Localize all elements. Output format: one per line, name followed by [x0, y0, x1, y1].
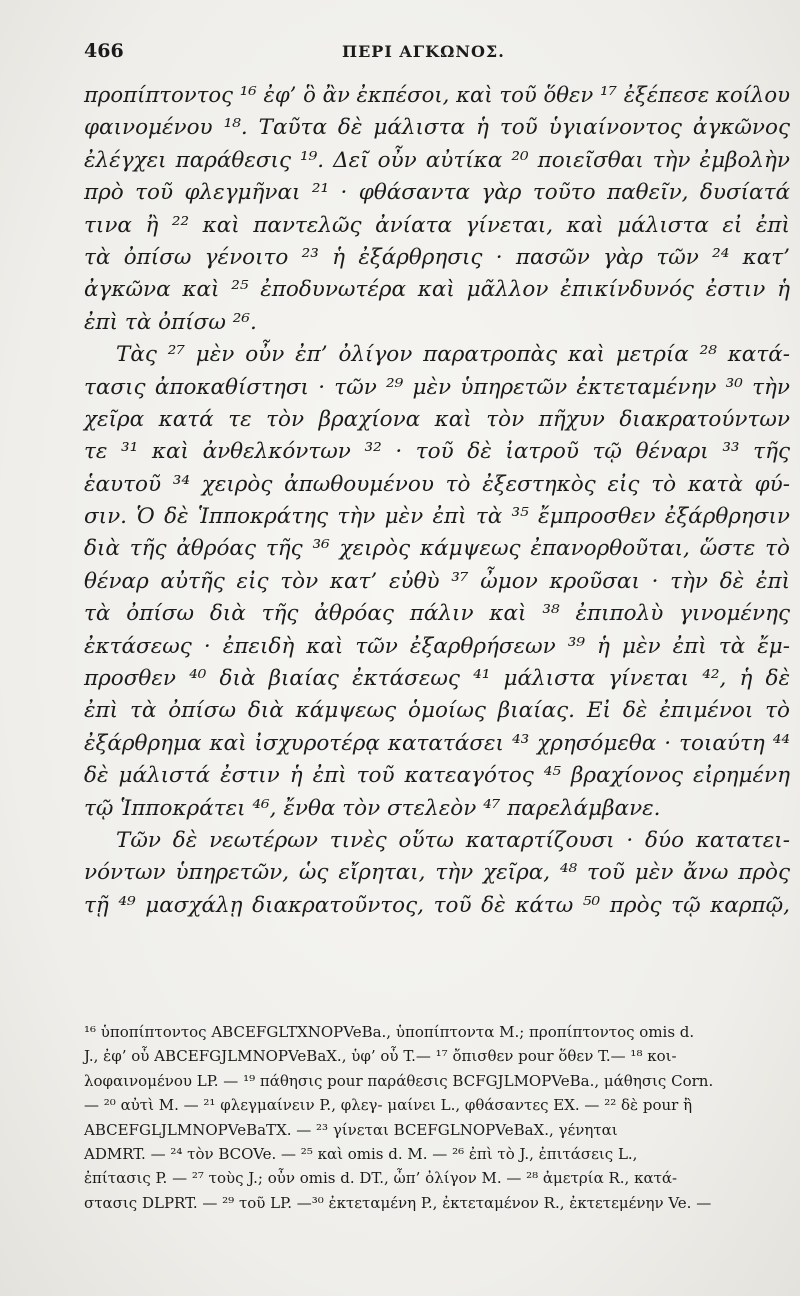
text-line — [84, 728, 794, 760]
footnotes — [84, 1020, 796, 1215]
text-line-content: θέναρ αὐτῆς εἰς τὸν κατ’ εὐθὺ ³⁷ ὦμον κροῦσαι · τὴν δὲ ἐπὶ — [84, 568, 790, 594]
text-line — [84, 857, 794, 889]
text-line — [84, 80, 794, 112]
text-line — [84, 501, 794, 533]
text-line — [84, 760, 794, 792]
text-line — [84, 825, 794, 857]
text-line-content: προσθεν ⁴⁰ διὰ βιαίας ἐκτάσεως ⁴¹ μάλιστα γίνεται ⁴², ἡ δὲ — [84, 666, 790, 692]
running-title: ΠΕΡΙ ΑΓΚΩΝΟΣ. — [342, 42, 505, 61]
footnote-line: — ²⁰ αὐτὶ M. — ²¹ φλεγμαίνειν P., φλεγ- μαίνει L., φθάσαντες EX. — ²² δὲ pour ἢ — [84, 1096, 693, 1115]
text-line-content: Τὰς ²⁷ μὲν οὖν ἐπ’ ὀλίγον παρατροπὰς καὶ μετρία ²⁸ κατά- — [116, 342, 790, 368]
text-line — [84, 307, 794, 339]
text-line-content: ἑαυτοῦ ³⁴ χειρὸς ἀπωθουμένου τὸ ἐξεστηκὸς εἰς τὸ κατὰ φύ- — [84, 471, 790, 497]
text-line — [84, 145, 794, 177]
text-line-content: τῇ ⁴⁹ μασχάλῃ διακρατοῦντος, τοῦ δὲ κάτω ⁵⁰ πρὸς τῷ καρπῷ, — [84, 892, 790, 918]
footnote-line: ADMRT. — ²⁴ τὸν BCOVe. — ²⁵ καὶ omis d. M. — ²⁶ ἐπὶ τὸ J., ἐπιτάσεις L., — [84, 1144, 638, 1163]
text-line-content: τὰ ὀπίσω γένοιτο ²³ ἡ ἐξάρθρησις · πασῶν γὰρ τῶν ²⁴ κατ’ — [84, 244, 790, 270]
page-number: 466 — [84, 40, 124, 62]
text-line — [84, 663, 794, 695]
text-line — [84, 339, 794, 371]
text-line-content: φαινομένου ¹⁸. Ταῦτα δὲ μάλιστα ἡ τοῦ ὑγιαίνοντος ἀγκῶνος — [84, 115, 790, 141]
text-line — [84, 404, 794, 436]
text-line — [84, 274, 794, 306]
text-line — [84, 112, 794, 144]
text-line-content: ἀγκῶνα καὶ ²⁵ ἐποδυνωτέρα καὶ μᾶλλον ἐπικίνδυνός ἐστιν ἡ — [84, 277, 790, 303]
text-line-content: χεῖρα κατά τε τὸν βραχίονα καὶ τὸν πῆχυν διακρατούντων — [84, 406, 790, 432]
text-line-content: νόντων ὑπηρετῶν, ὡς εἴρηται, τὴν χεῖρα, ⁴⁸ τοῦ μὲν ἄνω πρὸς — [84, 860, 790, 886]
text-line-content: ἐλέγχει παράθεσις ¹⁹. Δεῖ οὖν αὐτίκα ²⁰ ποιεῖσθαι τὴν ἐμβολὴν — [84, 147, 790, 173]
text-line-content: τε ³¹ καὶ ἀνθελκόντων ³² · τοῦ δὲ ἰατροῦ τῷ θέναρι ³³ τῆς — [84, 439, 790, 465]
text-line-content: ἐκτάσεως · ἐπειδὴ καὶ τῶν ἐξαρθρήσεων ³⁹ ἡ μὲν ἐπὶ τὰ ἔμ- — [84, 633, 790, 659]
text-line — [84, 631, 794, 663]
text-line — [84, 695, 794, 727]
text-line-content: τινα ἢ ²² καὶ παντελῶς ἀνίατα γίνεται, καὶ μάλιστα εἰ ἐπὶ — [84, 212, 790, 238]
footnote-line: J., ἐφ’ οὗ ABCEFGJLMNOPVeBaX., ὑφ’ οὗ T.— ¹⁷ ὄπισθεν pour ὅθεν T.— ¹⁸ κοι- — [84, 1047, 677, 1066]
text-line-content: Τῶν δὲ νεωτέρων τινὲς οὕτω καταρτίζουσι · δύο κατατει- — [116, 827, 790, 853]
text-line-content: ἐπὶ τὰ ὀπίσω διὰ κάμψεως ὁμοίως βιαίας. Εἰ δὲ ἐπιμένοι τὸ — [84, 698, 790, 724]
text-line — [84, 210, 794, 242]
text-line-content: σιν. Ὁ δὲ Ἱπποκράτης τὴν μὲν ἐπὶ τὰ ³⁵ ἔμπροσθεν ἐξάρθρησιν — [84, 504, 790, 530]
text-line — [84, 793, 794, 825]
text-line-content: πρὸ τοῦ φλεγμῆναι ²¹ · φθάσαντα γὰρ τοῦτο παθεῖν, δυσίατά — [84, 180, 790, 206]
text-line — [84, 566, 794, 598]
text-line — [84, 598, 794, 630]
footnote-line: ¹⁶ ὑποπίπτοντος ABCEFGLTXNOPVeBa., ὑποπίπτοντα M.; προπίπτοντος omis d. — [84, 1023, 695, 1041]
footnote-line: στασις DLPRT. — ²⁹ τοῦ LP. —³⁰ ἐκτεταμένη P., ἐκτεταμένον R., ἐκτετεμένην Ve. — — [84, 1193, 712, 1212]
text-line — [84, 533, 794, 565]
text-line — [84, 890, 794, 922]
page-header — [84, 40, 784, 70]
text-line — [84, 372, 794, 404]
text-line-content: τὰ ὀπίσω διὰ τῆς ἀθρόας πάλιν καὶ ³⁸ ἐπιπολὺ γινομένης — [84, 601, 790, 627]
footnote-line: ἐπίτασις P. — ²⁷ τοὺς J.; οὖν omis d. DT., ὦπ’ ὀλίγον M. — ²⁸ ἀμετρία R., κατά- — [84, 1169, 678, 1188]
main-text — [84, 80, 794, 922]
text-line — [84, 436, 794, 468]
text-line-content: προπίπτοντος ¹⁶ ἐφ’ ὃ ἂν ἐκπέσοι, καὶ τοῦ ὅθεν ¹⁷ ἐξέπεσε κοίλου — [84, 83, 790, 108]
text-line — [84, 177, 794, 209]
footnote-line: ABCEFGLJLMNOPVeBaTX. — ²³ γίνεται BCEFGLNOPVeBaX., γένηται — [84, 1120, 618, 1139]
text-line-content: τασις ἀποκαθίστησι · τῶν ²⁹ μὲν ὑπηρετῶν ἐκτεταμένην ³⁰ τὴν — [84, 374, 790, 400]
text-line — [84, 242, 794, 274]
text-line-content: ἐπὶ τὰ ὀπίσω ²⁶. — [84, 309, 257, 335]
text-line — [84, 469, 794, 501]
text-line-content: ἐξάρθρημα καὶ ἰσχυροτέρᾳ κατατάσει ⁴³ χρησόμεθα · τοιαύτη ⁴⁴ — [84, 730, 790, 756]
footnote-line: λοφαινομένου LP. — ¹⁹ πάθησις pour παράθεσις BCFGJLMOPVeBa., μάθησις Corn. — [84, 1071, 714, 1090]
text-line-content: διὰ τῆς ἀθρόας τῆς ³⁶ χειρὸς κάμψεως ἐπανορθοῦται, ὥστε τὸ — [84, 536, 790, 562]
text-line-content: τῷ Ἱπποκράτει ⁴⁶, ἔνθα τὸν στελεὸν ⁴⁷ παρελάμβανε. — [84, 795, 661, 821]
text-line-content: δὲ μάλιστά ἐστιν ἡ ἐπὶ τοῦ κατεαγότος ⁴⁵ βραχίονος εἰρημένη — [84, 763, 790, 789]
